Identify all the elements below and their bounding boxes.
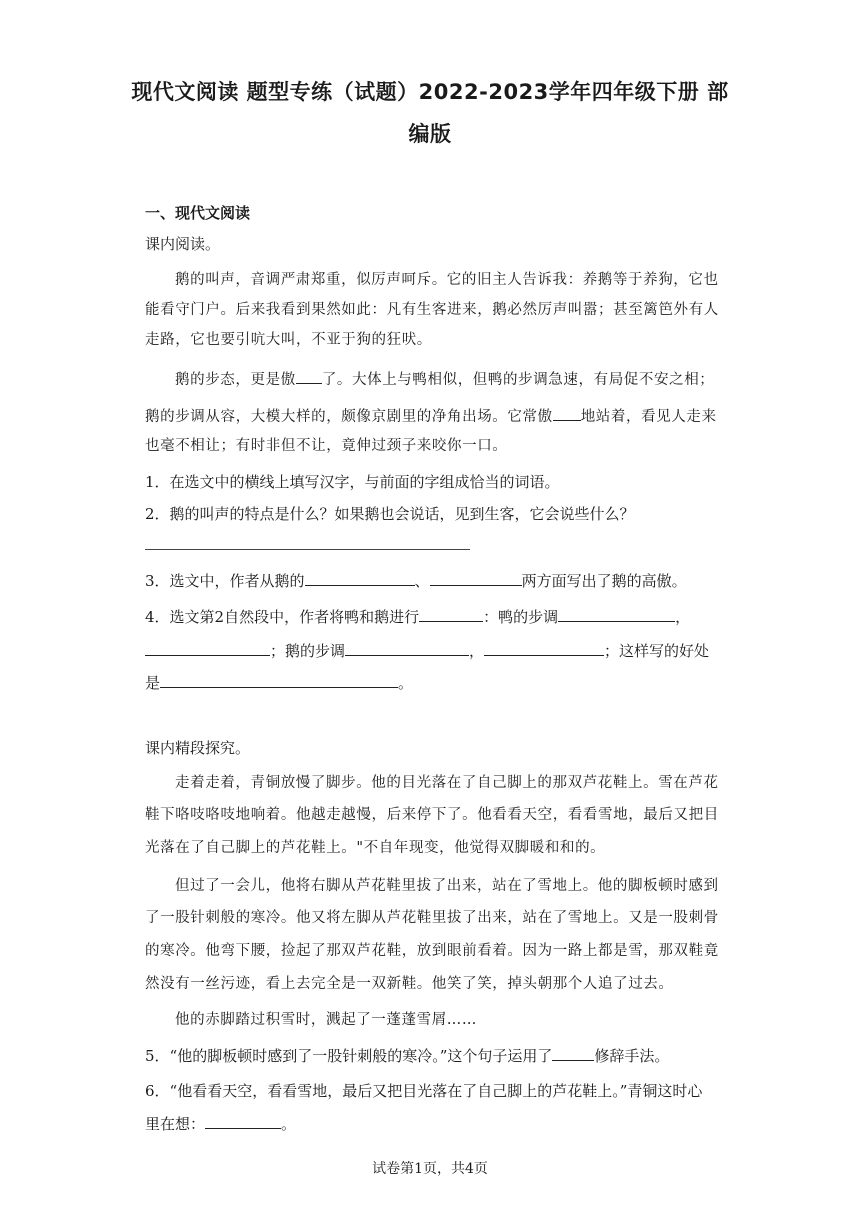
- q4-text: ；这样写的好处: [604, 642, 710, 660]
- passage2-line: 了一股针刺般的寒冷。他又将左脚从芦花鞋里拔了出来，站在了雪地上。又是一股刺骨: [145, 910, 719, 926]
- answer-line-q2[interactable]: [145, 549, 470, 550]
- passage1-line: 能看守门户。后来我看到果然如此：凡有生客进来，鹅必然厉声叫嚣；甚至篱笆外有人: [145, 302, 719, 318]
- section2-intro: 课内精段探究。: [145, 739, 251, 757]
- question-3: [145, 570, 720, 591]
- question-2: 2．鹅的叫声的特点是什么？如果鹅也会说话，见到生客，它会说些什么？: [145, 505, 635, 523]
- q5-blank[interactable]: [552, 1045, 594, 1061]
- q6-blank[interactable]: [205, 1113, 281, 1129]
- question-4-cont: [145, 640, 720, 661]
- passage2-line: 鞋下咯吱咯吱地响着。他越走越慢，后来停下了。他看看天空，看看雪地，最后又把目: [145, 807, 719, 823]
- q4-blank-4[interactable]: [345, 640, 469, 656]
- question-4-cont: [145, 672, 720, 693]
- passage1-text: 鹅的步态，更是傲: [175, 372, 296, 388]
- section1-intro: 课内阅读。: [145, 235, 221, 253]
- q4-text: ：鸭的步调: [483, 608, 559, 626]
- question-1: 1．在选文中的横线上填写汉字，与前面的字组成恰当的词语。: [145, 473, 560, 491]
- passage1-line: 走路，它也要引吭大叫，不亚于狗的狂吠。: [145, 332, 432, 348]
- q3-blank-1[interactable]: [305, 570, 415, 586]
- section-heading: 一、现代文阅读: [145, 204, 251, 222]
- passage1-text: 了。大体上与鸭相似，但鸭的步调急速，有局促不安之相；: [321, 372, 715, 388]
- q3-blank-2[interactable]: [430, 570, 522, 586]
- passage2-line: 但过了一会儿，他将右脚从芦花鞋里拔了出来，站在了雪地上。他的脚板顿时感到: [175, 878, 719, 894]
- passage2-line: 光落在了自己脚上的芦花鞋上。"不自年现变，他觉得双脚暖和和的。: [145, 840, 606, 856]
- page-title-line1: 现代文阅读 题型专练（试题）2022-2023学年四年级下册 部: [131, 80, 729, 104]
- question-4: [145, 606, 720, 627]
- q5-text: 5．“他的脚板顿时感到了一股针刺般的寒冷。”这个句子运用了: [145, 1047, 553, 1065]
- page-title-line2: 编版: [408, 122, 452, 146]
- passage1-line: 也毫不相让；有时非但不让，竟伸过颈子来咬你一口。: [145, 438, 508, 454]
- q6-text: 里在想：: [145, 1115, 206, 1133]
- question-6: 6．“他看看天空，看看雪地，最后又把目光落在了自己脚上的芦花鞋上。”青铜这时心: [145, 1082, 703, 1100]
- passage1-text: 地站着，看见人走来: [580, 409, 717, 425]
- passage2-line: 他的赤脚踏过积雪时，溅起了一蓬蓬雪屑……: [175, 1012, 477, 1028]
- passage1-line: 鹅的叫声，音调严肃郑重，似厉声呵斥。它的旧主人告诉我：养鹅等于养狗，它也: [175, 272, 719, 288]
- fill-blank-1[interactable]: [296, 368, 322, 384]
- q6-text: 。: [281, 1115, 297, 1133]
- q3-text: 、: [414, 572, 430, 590]
- passage1-line: [145, 405, 720, 427]
- q4-text: 是: [145, 674, 161, 692]
- passage1-line: [175, 368, 750, 390]
- fill-blank-2[interactable]: [553, 405, 581, 421]
- q4-blank-5[interactable]: [484, 640, 604, 656]
- passage2-line: 的寒冷。他弯下腰，捡起了那双芦花鞋，放到眼前看着。因为一路上都是雪，那双鞋竟: [145, 943, 719, 959]
- q4-text: ，: [675, 608, 691, 626]
- q4-text: 4．选文第2自然段中，作者将鸭和鹅进行: [145, 608, 420, 626]
- question-5: [145, 1045, 720, 1066]
- q4-blank-3[interactable]: [145, 640, 270, 656]
- passage1-text: 鹅的步调从容，大模大样的，颇像京剧里的净角出场。它常傲: [145, 409, 553, 425]
- q4-text: ；鹅的步调: [270, 642, 346, 660]
- page-footer: 试卷第1页，共4页: [372, 1161, 488, 1177]
- q4-text: ，: [469, 642, 485, 660]
- q5-text: 修辞手法。: [594, 1047, 670, 1065]
- q4-blank-2[interactable]: [558, 606, 675, 622]
- q4-blank-1[interactable]: [419, 606, 483, 622]
- question-6-cont: [145, 1113, 720, 1134]
- q4-blank-6[interactable]: [160, 672, 398, 688]
- passage2-line: 走着走着，青铜放慢了脚步。他的目光落在了自己脚上的那双芦花鞋上。雪在芦花: [175, 775, 719, 791]
- q3-text: 两方面写出了鹅的高傲。: [521, 572, 687, 590]
- q4-text: 。: [398, 674, 414, 692]
- passage2-line: 然没有一丝污迹，看上去完全是一双新鞋。他笑了笑，掉头朝那个人追了过去。: [145, 976, 674, 992]
- q3-text: 3．选文中，作者从鹅的: [145, 572, 305, 590]
